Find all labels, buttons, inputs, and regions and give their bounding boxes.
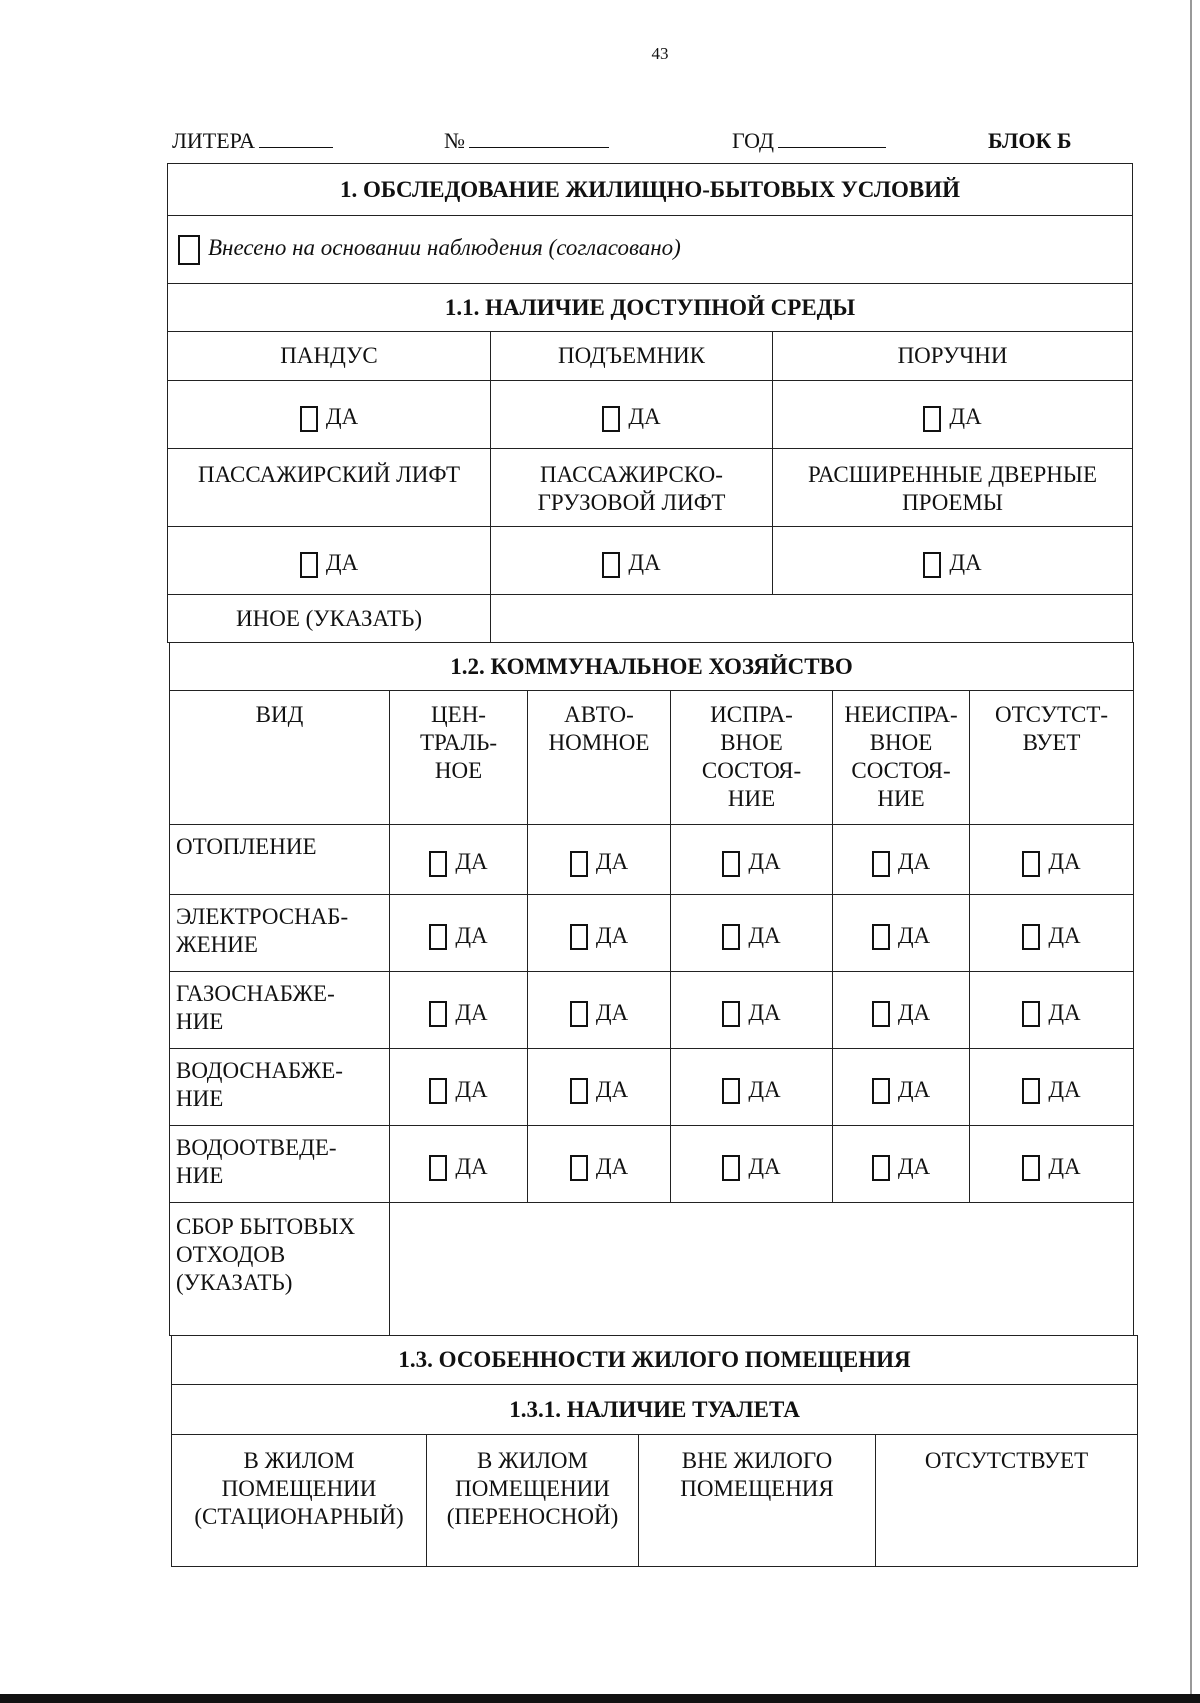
electricity-faulty[interactable]: [833, 895, 970, 972]
checkbox[interactable]: [570, 1001, 588, 1027]
block-label: БЛОК Б: [988, 128, 1072, 153]
electricity-working[interactable]: [671, 895, 833, 972]
yes-label: ДА: [897, 849, 931, 875]
checkbox[interactable]: [1022, 1001, 1040, 1027]
year-label: ГОД: [732, 128, 774, 153]
heating-absent[interactable]: [970, 825, 1134, 895]
checkbox[interactable]: [872, 1001, 890, 1027]
yes-label: ДА: [897, 999, 931, 1025]
water-working[interactable]: [671, 1049, 833, 1126]
yes-label: ДА: [628, 550, 661, 576]
yes-label: ДА: [1048, 922, 1081, 948]
checkbox[interactable]: [1022, 1155, 1040, 1181]
water-row: [170, 1049, 1134, 1126]
agreed-note: Внесено на основании наблюдения (согласовано): [208, 235, 681, 261]
checkbox[interactable]: [570, 1078, 588, 1104]
toilet-portable-header[interactable]: В ЖИЛОМ ПОМЕЩЕНИИ (ПЕРЕНОСНОЙ): [427, 1435, 639, 1567]
passenger-elevator-checkbox[interactable]: [300, 552, 318, 578]
wide-doors-checkbox[interactable]: [923, 552, 941, 578]
checkbox[interactable]: [429, 924, 447, 950]
yes-label: ДА: [595, 922, 629, 948]
checkbox[interactable]: [429, 1001, 447, 1027]
year-field[interactable]: [732, 128, 886, 154]
ramp-checkbox[interactable]: [300, 406, 318, 432]
yes-label: ДА: [325, 550, 359, 576]
yes-label: ДА: [897, 1076, 931, 1102]
yes-label: ДА: [897, 922, 931, 948]
yes-label: ДА: [595, 999, 629, 1025]
handrails-label: ПОРУЧНИ: [773, 332, 1133, 381]
passenger-elevator-yes[interactable]: [168, 527, 491, 595]
checkbox[interactable]: [872, 851, 890, 877]
checkbox[interactable]: [570, 851, 588, 877]
checkbox[interactable]: [429, 1155, 447, 1181]
handrails-checkbox[interactable]: [923, 406, 941, 432]
yes-label: ДА: [455, 1076, 488, 1102]
gas-autonomous[interactable]: [528, 972, 671, 1049]
lift-checkbox[interactable]: [602, 406, 620, 432]
yes-label: ДА: [1048, 849, 1081, 875]
electricity-autonomous[interactable]: [528, 895, 671, 972]
water-central[interactable]: [390, 1049, 528, 1126]
yes-label: ДА: [748, 849, 781, 875]
number-label: №: [444, 128, 465, 153]
col-working-header: ИСПРА- ВНОЕ СОСТОЯ- НИЕ: [671, 691, 833, 825]
ramp-label: ПАНДУС: [168, 332, 491, 381]
col-faulty-header: НЕИСПРА- ВНОЕ СОСТОЯ- НИЕ: [833, 691, 970, 825]
agreed-checkbox[interactable]: [178, 235, 200, 265]
yes-label: ДА: [595, 1153, 629, 1179]
row-electricity-label: ЭЛЕКТРОСНАБ- ЖЕНИЕ: [170, 895, 390, 972]
number-field[interactable]: [444, 128, 609, 154]
scan-edge: [1190, 0, 1192, 1695]
freight-elevator-yes[interactable]: [491, 527, 773, 595]
row-heating-label: ОТОПЛЕНИЕ: [170, 825, 390, 895]
toilet-stationary-header[interactable]: В ЖИЛОМ ПОМЕЩЕНИИ (СТАЦИОНАРНЫЙ): [172, 1435, 427, 1567]
heating-working[interactable]: [671, 825, 833, 895]
section-1-1-title: 1.1. НАЛИЧИЕ ДОСТУПНОЙ СРЕДЫ: [168, 284, 1133, 332]
waste-collection-label: СБОР БЫТОВЫХ ОТХОДОВ (УКАЗАТЬ): [170, 1203, 390, 1336]
section-1-table: [167, 163, 1133, 643]
wide-doors-yes[interactable]: [773, 527, 1133, 595]
litera-label: ЛИТЕРА: [172, 128, 255, 153]
yes-label: ДА: [949, 550, 982, 576]
gas-absent[interactable]: [970, 972, 1134, 1049]
water-absent[interactable]: [970, 1049, 1134, 1126]
checkbox[interactable]: [429, 851, 447, 877]
lift-label: ПОДЪЕМНИК: [491, 332, 773, 381]
col-type-header: ВИД: [170, 691, 390, 825]
yes-label: ДА: [897, 1153, 931, 1179]
heating-faulty[interactable]: [833, 825, 970, 895]
checkbox[interactable]: [1022, 1078, 1040, 1104]
toilet-outside-header[interactable]: ВНЕ ЖИЛОГО ПОМЕЩЕНИЯ: [639, 1435, 876, 1567]
checkbox[interactable]: [570, 1155, 588, 1181]
yes-label: ДА: [949, 404, 982, 430]
sewage-central[interactable]: [390, 1126, 528, 1203]
checkbox[interactable]: [1022, 924, 1040, 950]
row-water-label: ВОДОСНАБЖЕ- НИЕ: [170, 1049, 390, 1126]
col-autonomous-header: АВТО- НОМНОЕ: [528, 691, 671, 825]
yes-label: ДА: [455, 1153, 488, 1179]
sewage-absent[interactable]: [970, 1126, 1134, 1203]
electricity-central[interactable]: [390, 895, 528, 972]
yes-label: ДА: [1048, 1153, 1081, 1179]
yes-label: ДА: [748, 1153, 781, 1179]
section-1-3-title: 1.3. ОСОБЕННОСТИ ЖИЛОГО ПОМЕЩЕНИЯ: [172, 1336, 1138, 1385]
yes-label: ДА: [748, 922, 781, 948]
checkbox[interactable]: [722, 1155, 740, 1181]
yes-label: ДА: [595, 849, 629, 875]
sewage-autonomous[interactable]: [528, 1126, 671, 1203]
heating-central[interactable]: [390, 825, 528, 895]
checkbox[interactable]: [722, 924, 740, 950]
handrails-yes[interactable]: [773, 381, 1133, 449]
freight-elevator-label: ПАССАЖИРСКО- ГРУЗОВОЙ ЛИФТ: [491, 449, 773, 527]
section-1-2-title: 1.2. КОММУНАЛЬНОЕ ХОЗЯЙСТВО: [170, 643, 1134, 691]
section-1-2-table: [169, 642, 1134, 1336]
gas-faulty[interactable]: [833, 972, 970, 1049]
electricity-row: [170, 895, 1134, 972]
lift-yes[interactable]: [491, 381, 773, 449]
row-gas-label: ГАЗОСНАБЖЕ- НИЕ: [170, 972, 390, 1049]
yes-label: ДА: [325, 404, 359, 430]
checkbox[interactable]: [1022, 851, 1040, 877]
checkbox[interactable]: [872, 1155, 890, 1181]
freight-elevator-checkbox[interactable]: [602, 552, 620, 578]
checkbox[interactable]: [722, 1078, 740, 1104]
yes-label: ДА: [748, 1076, 781, 1102]
electricity-absent[interactable]: [970, 895, 1134, 972]
gas-row: [170, 972, 1134, 1049]
checkbox[interactable]: [872, 1078, 890, 1104]
yes-label: ДА: [455, 922, 488, 948]
waste-collection-input[interactable]: [390, 1203, 1134, 1336]
toilet-absent-header[interactable]: ОТСУТСТВУЕТ: [876, 1435, 1138, 1567]
agreed-note-row: [168, 216, 1133, 284]
other-input[interactable]: [491, 595, 1133, 643]
yes-label: ДА: [748, 999, 781, 1025]
heating-autonomous[interactable]: [528, 825, 671, 895]
gas-central[interactable]: [390, 972, 528, 1049]
col-central-header: ЦЕН- ТРАЛЬ- НОЕ: [390, 691, 528, 825]
litera-blank[interactable]: [259, 147, 333, 148]
sewage-row: [170, 1126, 1134, 1203]
checkbox[interactable]: [722, 851, 740, 877]
yes-label: ДА: [1048, 1076, 1081, 1102]
water-autonomous[interactable]: [528, 1049, 671, 1126]
sewage-working[interactable]: [671, 1126, 833, 1203]
col-absent-header: ОТСУТСТ- ВУЕТ: [970, 691, 1134, 825]
ramp-yes[interactable]: [168, 381, 491, 449]
yes-label: ДА: [455, 999, 488, 1025]
row-sewage-label: ВОДООТВЕДЕ- НИЕ: [170, 1126, 390, 1203]
year-blank[interactable]: [778, 147, 886, 148]
checkbox[interactable]: [722, 1001, 740, 1027]
yes-label: ДА: [1048, 999, 1081, 1025]
litera-field[interactable]: [172, 128, 333, 154]
passenger-elevator-label: ПАССАЖИРСКИЙ ЛИФТ: [168, 449, 491, 527]
section-1-title: 1. ОБСЛЕДОВАНИЕ ЖИЛИЩНО-БЫТОВЫХ УСЛОВИЙ: [168, 164, 1133, 216]
water-faulty[interactable]: [833, 1049, 970, 1126]
heating-row: [170, 825, 1134, 895]
other-label: ИНОЕ (УКАЗАТЬ): [168, 595, 491, 643]
yes-label: ДА: [455, 849, 488, 875]
wide-doors-label: РАСШИРЕННЫЕ ДВЕРНЫЕ ПРОЕМЫ: [773, 449, 1133, 527]
sewage-faulty[interactable]: [833, 1126, 970, 1203]
number-blank[interactable]: [469, 147, 609, 148]
page-number: 43: [651, 44, 669, 63]
checkbox[interactable]: [570, 924, 588, 950]
gas-working[interactable]: [671, 972, 833, 1049]
yes-label: ДА: [628, 404, 661, 430]
checkbox[interactable]: [429, 1078, 447, 1104]
yes-label: ДА: [595, 1076, 629, 1102]
checkbox[interactable]: [872, 924, 890, 950]
section-1-3-table: [171, 1335, 1138, 1567]
section-1-3-1-title: 1.3.1. НАЛИЧИЕ ТУАЛЕТА: [172, 1385, 1138, 1435]
scan-bottom-edge: [0, 1694, 1200, 1703]
